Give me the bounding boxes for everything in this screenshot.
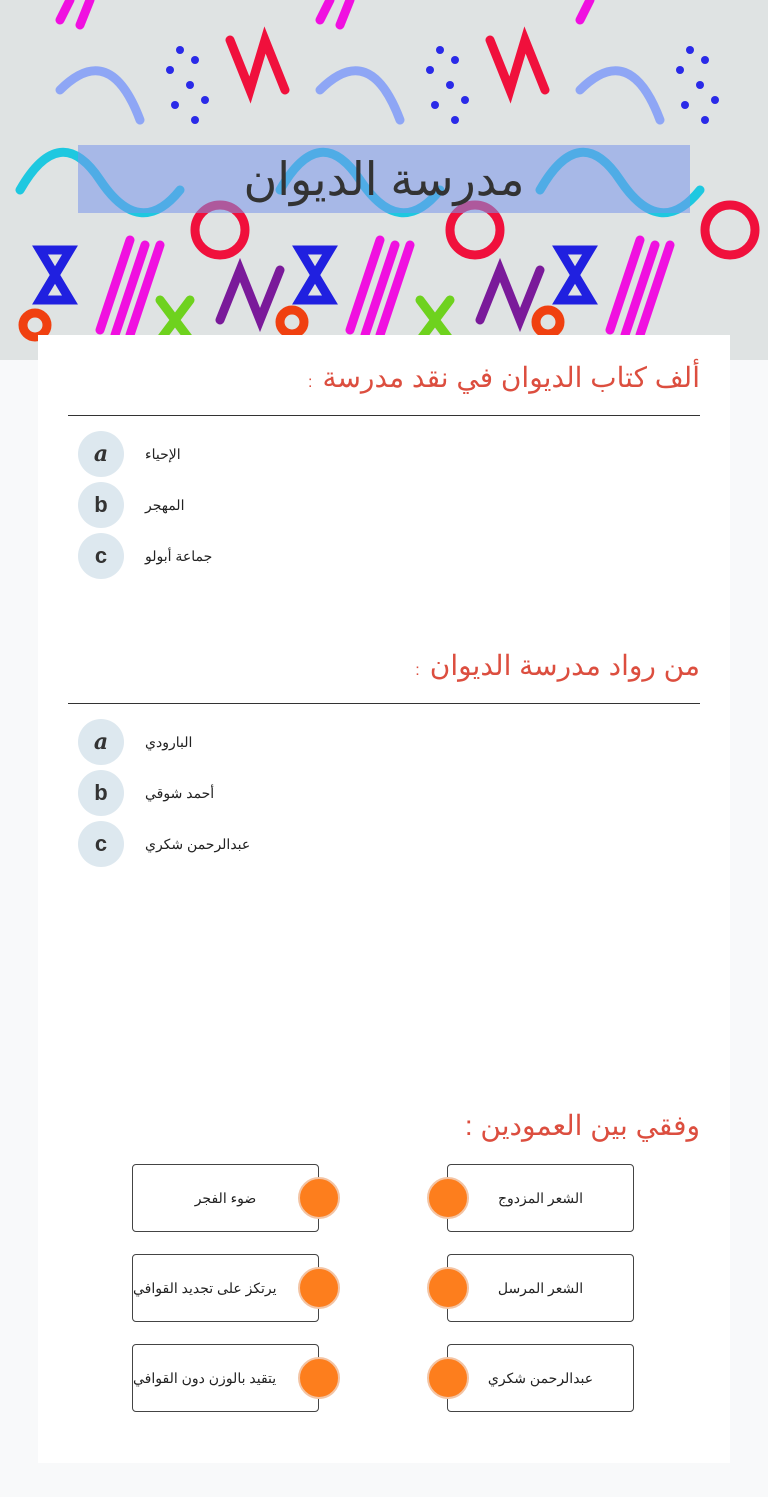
option-text: عبدالرحمن شكري [145,835,251,852]
option-text: المهجر [145,496,185,513]
matching-title: وفقي بين العمودين : [464,1110,700,1141]
header-banner [0,0,768,360]
option-text: أحمد شوقي [145,784,215,801]
match-right-2[interactable]: الشعر المرسل [447,1254,634,1322]
match-right-3[interactable]: عبدالرحمن شكري [447,1344,634,1412]
option-1b[interactable] [78,482,184,528]
option-letter: b [78,482,124,528]
match-left-3[interactable]: يتقيد بالوزن دون القوافي [132,1344,319,1412]
divider [68,703,700,704]
question-2-text: من رواد مدرسة الديوان [429,650,700,681]
option-1c[interactable] [78,533,212,579]
option-letter: c [78,533,124,579]
match-right-1[interactable]: الشعر المزدوج [447,1164,634,1232]
option-letter: a [78,719,124,765]
option-text: جماعة أبولو [145,547,213,564]
colon: : [308,374,313,391]
match-left-1[interactable]: ضوء الفجر [132,1164,319,1232]
match-handle-right-1[interactable] [427,1177,469,1219]
match-handle-left-2[interactable] [298,1267,340,1309]
colon: : [415,662,420,679]
option-2a[interactable] [78,719,192,765]
divider [68,415,700,416]
match-handle-right-2[interactable] [427,1267,469,1309]
match-handle-left-3[interactable] [298,1357,340,1399]
page-title: مدرسة الديوان [243,153,525,205]
page-title-box [78,145,690,213]
match-handle-left-1[interactable] [298,1177,340,1219]
match-left-2[interactable]: يرتكز على تجديد القوافي [132,1254,319,1322]
question-2-title [415,649,700,682]
option-text: الإحياء [145,445,181,462]
option-text: البارودي [145,733,193,750]
option-letter: b [78,770,124,816]
option-letter: a [78,431,124,477]
option-2b[interactable] [78,770,214,816]
match-handle-right-3[interactable] [427,1357,469,1399]
worksheet-card [38,335,730,1463]
option-letter: c [78,821,124,867]
option-1a[interactable] [78,431,181,477]
question-1-text: ألف كتاب الديوان في نقد مدرسة [322,362,700,393]
option-2c[interactable] [78,821,250,867]
question-1-title [308,361,700,394]
